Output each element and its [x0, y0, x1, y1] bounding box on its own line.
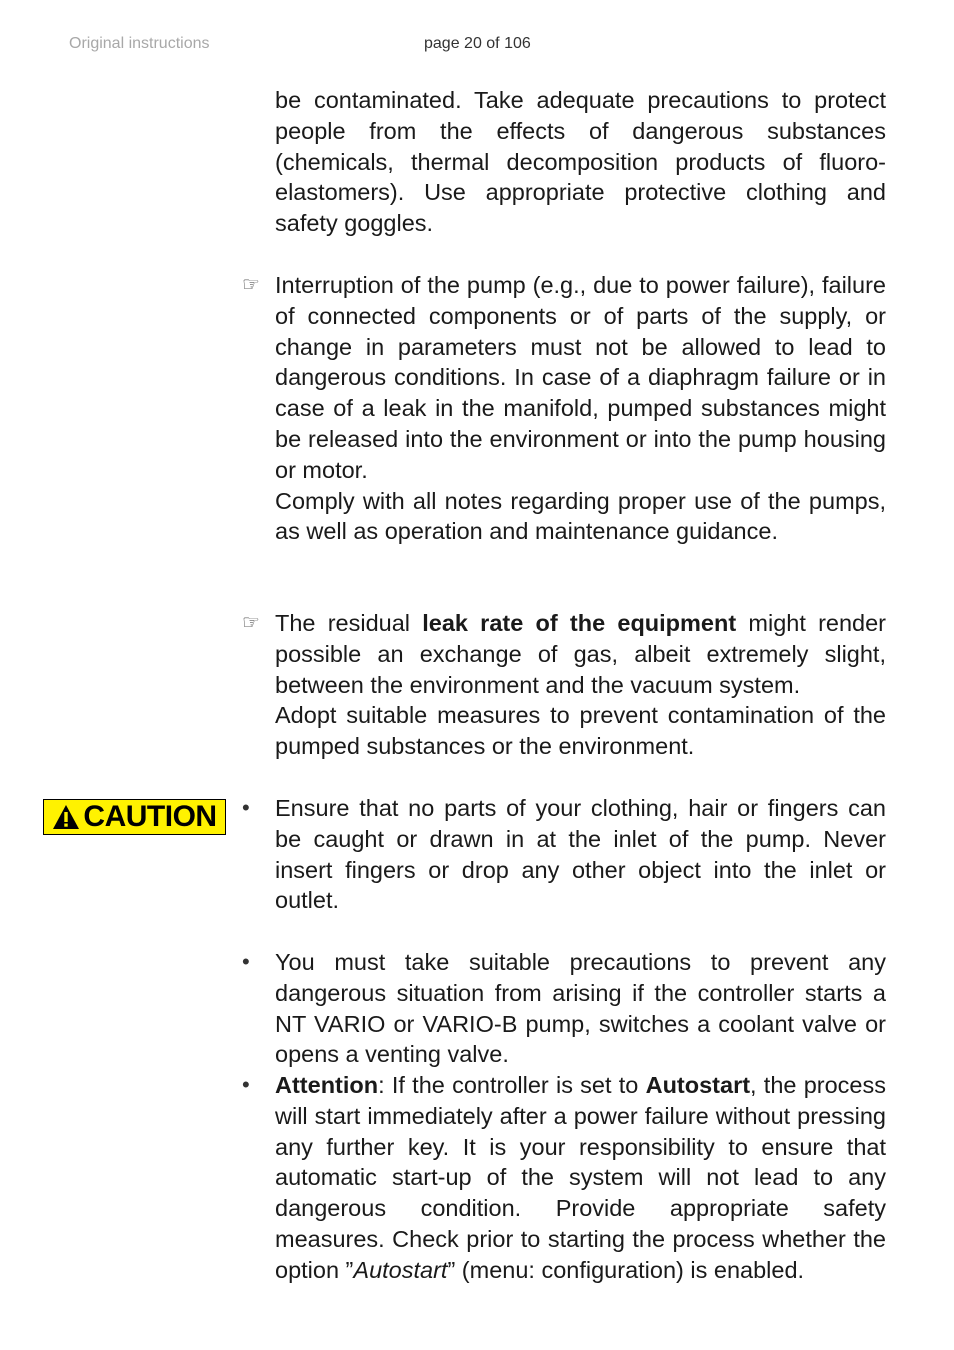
- text-run: : If the controller is set to: [378, 1072, 646, 1098]
- italic-term: Autostart: [353, 1256, 448, 1283]
- hand-pointing-icon: ☞: [242, 274, 260, 296]
- text-run: ” (menu: configuration) is enabled.: [447, 1256, 805, 1283]
- paragraph-text: Ensure that no parts of your clothing, hair or fingers can be caught or drawn in at the inlet of the pump. Never insert fingers or drop any other object into the inlet or outlet.: [275, 795, 886, 914]
- paragraph-contamination: [275, 85, 886, 239]
- paragraph-text: be contaminated. Take adequate precautions to protect people from the effects of dangerous substances (chemicals, thermal decomposition products of fluoroelastomers). Use appropriate protective clothing and safety goggles.: [275, 87, 886, 237]
- paragraph-text: [275, 608, 886, 700]
- paragraph-text: You must take suitable precautions to prevent any dangerous situation from arising if the controller starts a NT VARIO or VARIO-B pump, switches a coolant valve or opens a venting valve.: [275, 949, 886, 1068]
- caution-text: CAUTION: [83, 800, 217, 833]
- caution-label: [43, 799, 226, 835]
- warning-triangle-icon: [52, 804, 80, 830]
- text-run: The residual: [275, 610, 423, 636]
- paragraph-text: Comply with all notes regarding proper use of the pumps, as well as operation and maintenance guidance.: [275, 487, 886, 545]
- header-document-type: Original instructions: [69, 35, 210, 52]
- bold-term: Attention: [275, 1072, 379, 1098]
- paragraph-leak-rate: [275, 608, 886, 762]
- paragraph-text: Interruption of the pump (e.g., due to power failure), failure of connected components or of parts of the supply, or change in parameters must not be allowed to lead to dangerous conditions. In case of a diaphragm failure or in case of a leak in the manifold, pumped substances might be released into the environment or into the pump housing or motor.: [275, 272, 886, 483]
- bold-term: leak rate of the equipment: [422, 610, 737, 636]
- text-run: might render possible an exchange of gas, albeit extremely slight, between the environment and the vacuum system.: [275, 610, 887, 698]
- page-number: page 20 of 106: [424, 35, 531, 52]
- text-run: , the process will start immediately after a power failure without pressing any further key. It is your responsibility to ensure that automatic start-up of the system will not lead to any dangerous condition. Provide appropriate safety measures. Check prior to starting the process whether the option ”: [275, 1072, 886, 1283]
- paragraph-autostart: [275, 1070, 886, 1286]
- paragraph-text: [275, 1070, 886, 1286]
- bullet-icon: •: [242, 1072, 250, 1097]
- bullet-icon: •: [242, 795, 250, 820]
- paragraph-text: Adopt suitable measures to prevent contamination of the pumped substances or the environment.: [275, 702, 886, 760]
- bold-term: Autostart: [645, 1072, 751, 1098]
- hand-pointing-icon: ☞: [242, 612, 260, 634]
- paragraph-precautions: [275, 947, 886, 1070]
- paragraph-clothing: [275, 793, 886, 916]
- paragraph-interruption: [275, 270, 886, 547]
- bullet-icon: •: [242, 949, 250, 974]
